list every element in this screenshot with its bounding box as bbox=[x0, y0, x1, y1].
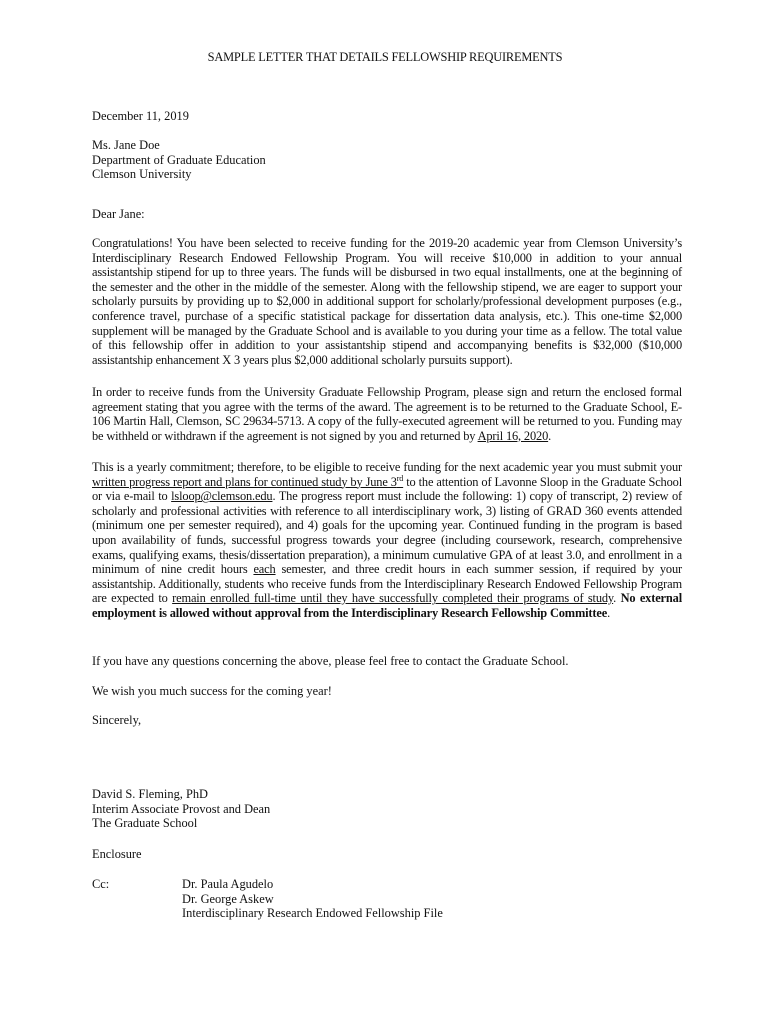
commitment-text-2: to the attention of Lavonne Sloop in the Graduate School or via e-mail to bbox=[92, 474, 682, 504]
cc-item: Dr. George Askew bbox=[182, 891, 274, 906]
closing: Sincerely, bbox=[92, 713, 142, 727]
paragraph-commitment bbox=[92, 460, 682, 621]
recipient-department: Department of Graduate Education bbox=[92, 152, 266, 167]
recipient-institution: Clemson University bbox=[92, 167, 192, 182]
letter-title: SAMPLE LETTER THAT DETAILS FELLOWSHIP REQUIREMENTS bbox=[207, 50, 563, 64]
signer-title: Interim Associate Provost and Dean bbox=[92, 801, 271, 816]
commitment-text-1: This is a yearly commitment; therefore, to be eligible to receive funding for the next academic year you must submit your bbox=[92, 460, 682, 474]
paragraph-wishes: We wish you much success for the coming year! bbox=[92, 684, 332, 698]
agreement-text: In order to receive funds from the University Graduate Fellowship Program, please sign and return the enclosed formal agreement stating that you agree with the terms of the award. The agreement is to be returned to the Graduate School, E-106 Martin Hall, Clemson, SC 29634-5713. A copy of the fully-executed agreement will be returned to you. Funding may be withheld or withdrawn if the agreement is not signed by you and returned by bbox=[92, 385, 682, 443]
letter-date: December 11, 2019 bbox=[92, 109, 189, 123]
commitment-text-5: . bbox=[613, 591, 621, 606]
cc-item: Interdisciplinary Research Endowed Fellowship File bbox=[182, 906, 443, 921]
progress-report-text: written progress report and plans for continued study by June 3 bbox=[92, 474, 397, 489]
recipient-name: Ms. Jane Doe bbox=[92, 138, 160, 152]
signer-name: David S. Fleming, PhD bbox=[92, 787, 208, 801]
paragraph-award: Congratulations! You have been selected to receive funding for the 2019-20 academic year from Clemson University’s Interdisciplinary Research Endowed Fellowship Program. You will receive $10,000 in addition to your annual assistantship stipend for up to three years. The funds will be disbursed in two equal installments, one at the beginning of the semester and the other in the middle of the semester. Along with the fellowship stipend, we are eager to support your scholarly pursuits by providing up to $2,000 in additional support for scholarly/professional development purposes (e.g., conference travel, purchase of a specific statistical package for dissertation data analysis, etc.). This one-time $2,000 supplement will be managed by the Graduate School and is available to you during your time as a fellow. The total value of this fellowship offer in addition to your assistantship stipend and accompanying benefits is $32,000 ($10,000 assistantship enhancement X 3 years plus $2,000 additional scholarly pursuits support). bbox=[92, 236, 682, 367]
progress-report-requirement bbox=[92, 475, 403, 489]
salutation: Dear Jane: bbox=[92, 207, 145, 221]
progress-report-sup: rd bbox=[396, 473, 404, 483]
enrollment-requirement: remain enrolled full-time until they have successfully completed their programs of study bbox=[172, 591, 614, 606]
commitment-text-6: . bbox=[607, 605, 611, 620]
cc-item: Dr. Paula Agudelo bbox=[182, 877, 274, 891]
signer-office: The Graduate School bbox=[92, 816, 198, 831]
commitment-text-4: semester, and three credit hours in each summer session, if required by your assistantship. Additionally, students who receive funds from the Interdisciplinary Research Endowed Fellowship Program are expected to bbox=[92, 562, 682, 606]
paragraph-questions: If you have any questions concerning the above, please feel free to contact the Graduate School. bbox=[92, 654, 569, 668]
agreement-deadline: April 16, 2020 bbox=[477, 428, 549, 443]
recipient-address bbox=[92, 138, 682, 182]
employment-restriction: No external employment is allowed without approval from the Interdisciplinary Research Fellowship Committee bbox=[92, 591, 682, 620]
enclosure: Enclosure bbox=[92, 847, 142, 861]
cc-label: Cc: bbox=[92, 877, 110, 891]
cc-list bbox=[182, 877, 582, 921]
email-link[interactable]: lsloop@clemson.edu bbox=[171, 489, 273, 504]
paragraph-agreement bbox=[92, 385, 682, 443]
signature-block bbox=[92, 787, 682, 831]
commitment-text-3: . The progress report must include the following: 1) copy of transcript, 2) review of scholarly and professional activities with reference to all interdisciplinary work, 3) listing of GRAD 360 events attended (minimum one per semester required), and 4) goals for the upcoming year. Continued funding in the program is based upon availability of funds, successful progress towards your degree (including coursework, research, comprehensive exams, qualifying exams, thesis/dissertation preparation), a minimum cumulative GPA of at least 3.0, and enrollment in a minimum of nine credit hours bbox=[92, 489, 682, 577]
agreement-end: . bbox=[548, 428, 552, 443]
each-emphasis: each bbox=[253, 562, 276, 577]
